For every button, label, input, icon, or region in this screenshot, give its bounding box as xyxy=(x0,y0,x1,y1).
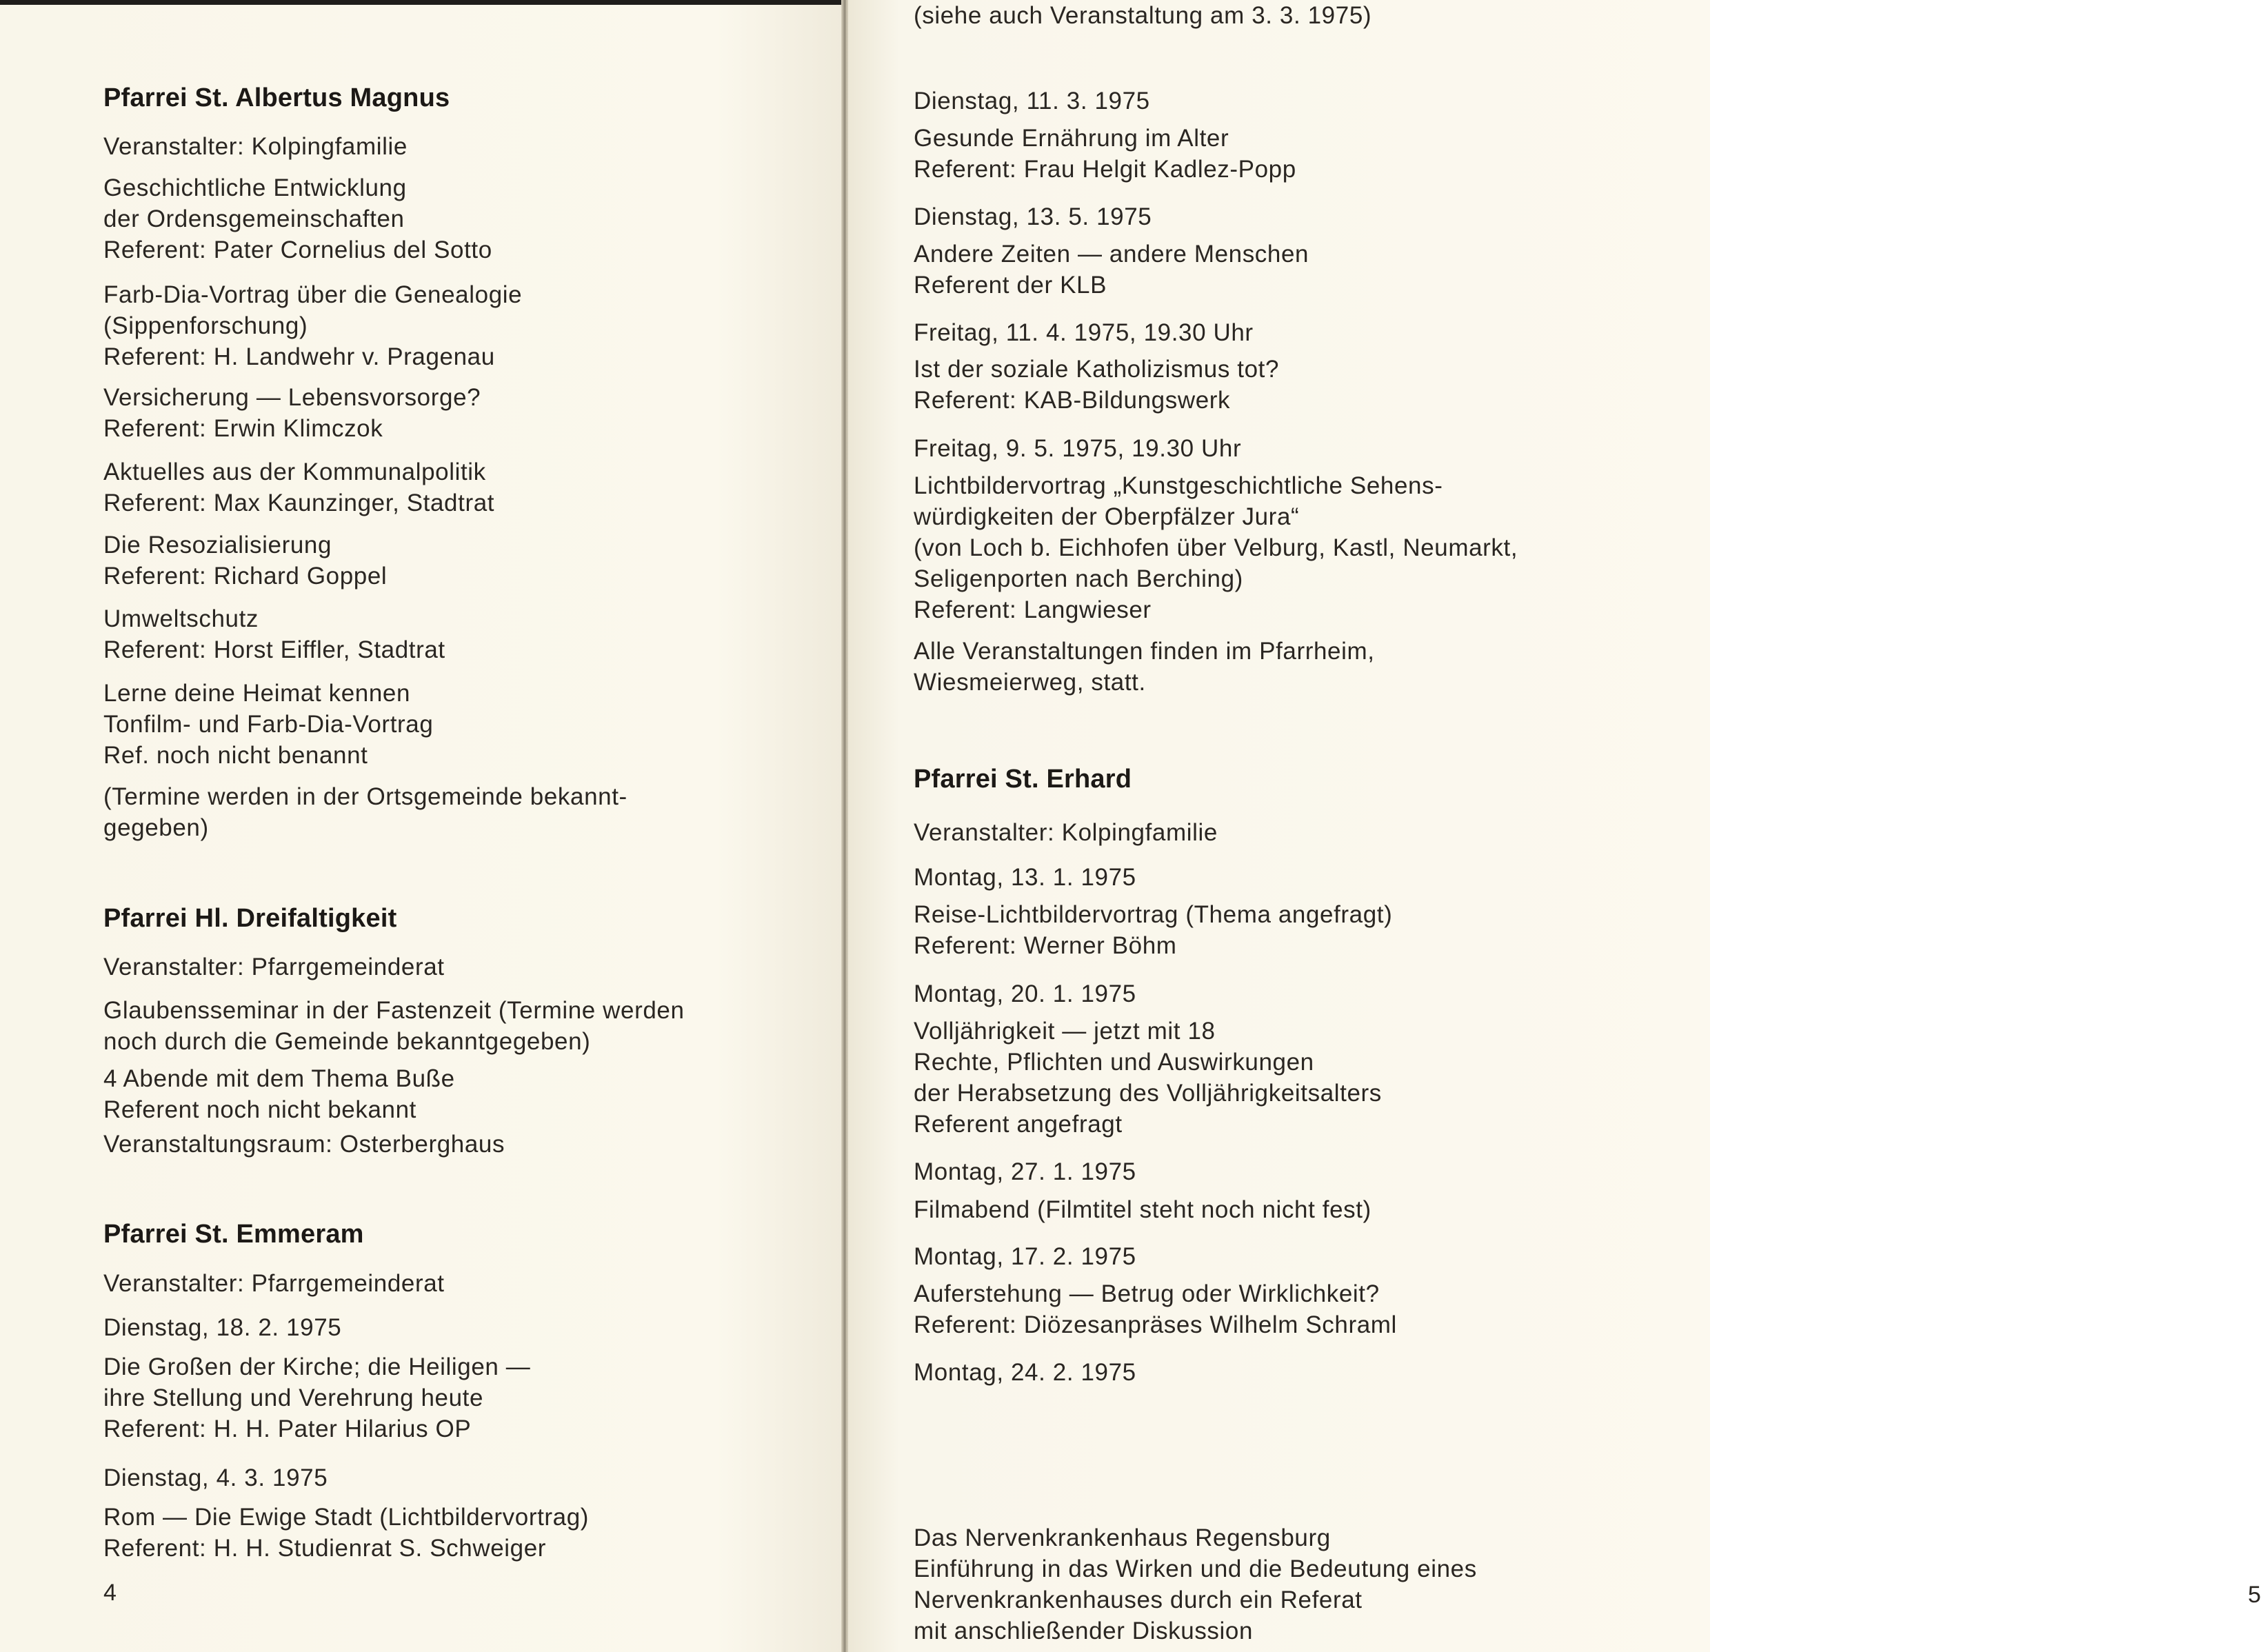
text-line: Referent: Max Kaunzinger, Stadtrat xyxy=(103,490,495,516)
paragraph xyxy=(103,1312,341,1343)
text-line: Montag, 17. 2. 1975 xyxy=(914,1243,1136,1270)
text-line: Dienstag, 13. 5. 1975 xyxy=(914,203,1152,230)
text-line: Referent: Werner Böhm xyxy=(914,932,1177,959)
text-line: Freitag, 9. 5. 1975, 19.30 Uhr xyxy=(914,435,1242,462)
text-line: Umweltschutz xyxy=(103,605,259,632)
paragraph xyxy=(914,1522,1477,1646)
paragraph xyxy=(103,603,445,665)
right-page xyxy=(848,0,2261,1652)
paragraph xyxy=(914,817,1218,848)
text-line: mit anschließender Diskussion xyxy=(914,1618,1254,1644)
paragraph xyxy=(914,978,1136,1009)
paragraph xyxy=(914,85,1150,117)
text-line: Alle Veranstaltungen finden im Pfarrheim, xyxy=(914,638,1375,665)
text-line: Das Nervenkrankenhaus Regensburg xyxy=(914,1524,1331,1551)
text-line: (siehe auch Veranstaltung am 3. 3. 1975) xyxy=(914,2,1372,29)
text-line: Referent: Diözesanpräses Wilhelm Schraml xyxy=(914,1311,1397,1338)
text-line: Seligenporten nach Berching) xyxy=(914,565,1243,592)
paragraph xyxy=(103,781,627,843)
text-line: Tonfilm- und Farb-Dia-Vortrag xyxy=(103,711,434,738)
text-line: Referent: Frau Helgit Kadlez-Popp xyxy=(914,156,1296,183)
text-line: Die Großen der Kirche; die Heiligen — xyxy=(103,1353,531,1380)
text-line: Filmabend (Filmtitel steht noch nicht fest) xyxy=(914,1196,1371,1223)
paragraph xyxy=(103,1063,455,1125)
paragraph xyxy=(103,1268,445,1299)
text-line: Referent: Erwin Klimczok xyxy=(103,415,383,442)
text-line: (Sippenforschung) xyxy=(103,312,308,339)
text-line: Montag, 24. 2. 1975 xyxy=(914,1359,1136,1386)
text-line: Referent: KAB-Bildungswerk xyxy=(914,387,1231,414)
text-line: Referent der KLB xyxy=(914,272,1107,299)
paragraph xyxy=(103,131,408,162)
text-line: Einführung in das Wirken und die Bedeutung eines xyxy=(914,1555,1477,1582)
text-line: Montag, 20. 1. 1975 xyxy=(914,980,1136,1007)
text-line: der Ordensgemeinschaften xyxy=(103,205,405,232)
paragraph xyxy=(914,1241,1136,1272)
paragraph xyxy=(103,678,433,771)
text-line: (von Loch b. Eichhofen über Velburg, Kastl, Neumarkt, xyxy=(914,534,1518,561)
paragraph xyxy=(914,470,1518,625)
text-line: Rom — Die Ewige Stadt (Lichtbildervortrag) xyxy=(103,1504,590,1531)
paragraph xyxy=(103,1129,505,1160)
section-heading: Pfarrei St. Emmeram xyxy=(103,1220,364,1249)
text-line: Referent: H. H. Pater Hilarius OP xyxy=(103,1416,472,1442)
paragraph xyxy=(914,317,1254,348)
text-line: Dienstag, 18. 2. 1975 xyxy=(103,1314,342,1341)
text-line: Versicherung — Lebensvorsorge? xyxy=(103,384,481,411)
text-line: Ref. noch nicht benannt xyxy=(103,742,368,769)
text-line: Freitag, 11. 4. 1975, 19.30 Uhr xyxy=(914,319,1254,346)
text-line: Glaubensseminar in der Fastenzeit (Termine werden xyxy=(103,997,685,1024)
paragraph xyxy=(914,354,1279,416)
paragraph xyxy=(103,1462,328,1493)
text-line: Referent: H. Landwehr v. Pragenau xyxy=(103,343,495,370)
text-line: Aktuelles aus der Kommunalpolitik xyxy=(103,459,486,485)
page-number: 5 xyxy=(2248,1582,2261,1608)
paragraph xyxy=(103,172,492,265)
text-line: Volljährigkeit — jetzt mit 18 xyxy=(914,1018,1216,1045)
paragraph xyxy=(914,123,1296,185)
text-line: 4 Abende mit dem Thema Buße xyxy=(103,1065,455,1092)
text-line: würdigkeiten der Oberpfälzer Jura“ xyxy=(914,503,1300,530)
text-line: Andere Zeiten — andere Menschen xyxy=(914,241,1309,268)
paragraph xyxy=(103,382,481,444)
text-line: Gesunde Ernährung im Alter xyxy=(914,125,1229,152)
text-line: Reise-Lichtbildervortrag (Thema angefragt) xyxy=(914,901,1393,928)
scan-edge-shadow xyxy=(0,0,843,5)
paragraph xyxy=(914,0,1371,31)
text-line: Veranstaltungsraum: Osterberghaus xyxy=(103,1131,505,1158)
text-line: ihre Stellung und Verehrung heute xyxy=(103,1384,484,1411)
paragraph xyxy=(914,1194,1371,1225)
text-line: Die Resozialisierung xyxy=(103,532,332,558)
text-line: Veranstalter: Kolpingfamilie xyxy=(103,133,408,160)
section-heading: Pfarrei Hl. Dreifaltigkeit xyxy=(103,904,397,933)
text-line: Lerne deine Heimat kennen xyxy=(103,680,411,707)
text-line: Montag, 13. 1. 1975 xyxy=(914,864,1136,891)
paragraph xyxy=(914,899,1392,961)
section-heading: Pfarrei St. Albertus Magnus xyxy=(103,83,450,112)
text-line: Montag, 27. 1. 1975 xyxy=(914,1158,1136,1185)
text-line: Lichtbildervortrag „Kunstgeschichtliche Sehens- xyxy=(914,472,1443,499)
text-line: Veranstalter: Pfarrgemeinderat xyxy=(103,954,445,980)
text-line: Referent: H. H. Studienrat S. Schweiger xyxy=(103,1535,547,1562)
paragraph xyxy=(914,1156,1136,1187)
text-line: Referent noch nicht bekannt xyxy=(103,1096,416,1123)
paragraph xyxy=(103,279,522,372)
text-line: gegeben) xyxy=(103,814,209,841)
text-line: Wiesmeierweg, statt. xyxy=(914,669,1146,696)
paragraph xyxy=(914,862,1136,893)
paragraph xyxy=(914,239,1309,301)
paragraph xyxy=(103,995,685,1057)
text-line: Ist der soziale Katholizismus tot? xyxy=(914,356,1280,383)
page-number: 4 xyxy=(103,1580,117,1606)
paragraph xyxy=(103,456,494,518)
text-line: Auferstehung — Betrug oder Wirklichkeit? xyxy=(914,1280,1380,1307)
paragraph xyxy=(103,530,387,592)
paragraph xyxy=(103,1502,589,1564)
text-line: Dienstag, 11. 3. 1975 xyxy=(914,88,1150,114)
paragraph xyxy=(914,636,1375,698)
text-line: Referent angefragt xyxy=(914,1111,1123,1138)
paragraph xyxy=(103,1351,530,1444)
text-line: der Herabsetzung des Volljährigkeitsalters xyxy=(914,1080,1382,1107)
text-line: Dienstag, 4. 3. 1975 xyxy=(103,1464,328,1491)
text-line: Referent: Richard Goppel xyxy=(103,563,388,590)
paragraph xyxy=(914,201,1152,232)
paragraph xyxy=(914,1016,1382,1140)
text-line: Veranstalter: Kolpingfamilie xyxy=(914,819,1218,846)
text-line: Farb-Dia-Vortrag über die Genealogie xyxy=(103,281,523,308)
text-line: Nervenkrankenhauses durch ein Referat xyxy=(914,1586,1363,1613)
text-line: noch durch die Gemeinde bekanntgegeben) xyxy=(103,1028,591,1055)
text-line: Referent: Langwieser xyxy=(914,596,1152,623)
paragraph xyxy=(103,951,445,983)
text-line: Referent: Horst Eiffler, Stadtrat xyxy=(103,636,445,663)
text-line: Veranstalter: Pfarrgemeinderat xyxy=(103,1270,445,1297)
text-line: Geschichtliche Entwicklung xyxy=(103,174,407,201)
paragraph xyxy=(914,433,1241,464)
section-heading: Pfarrei St. Erhard xyxy=(914,765,1132,794)
text-line: Referent: Pater Cornelius del Sotto xyxy=(103,236,492,263)
text-line: Rechte, Pflichten und Auswirkungen xyxy=(914,1049,1314,1076)
paragraph xyxy=(914,1357,1136,1388)
left-page xyxy=(0,0,843,1652)
paragraph xyxy=(914,1278,1397,1340)
text-line: (Termine werden in der Ortsgemeinde bekannt- xyxy=(103,783,627,810)
